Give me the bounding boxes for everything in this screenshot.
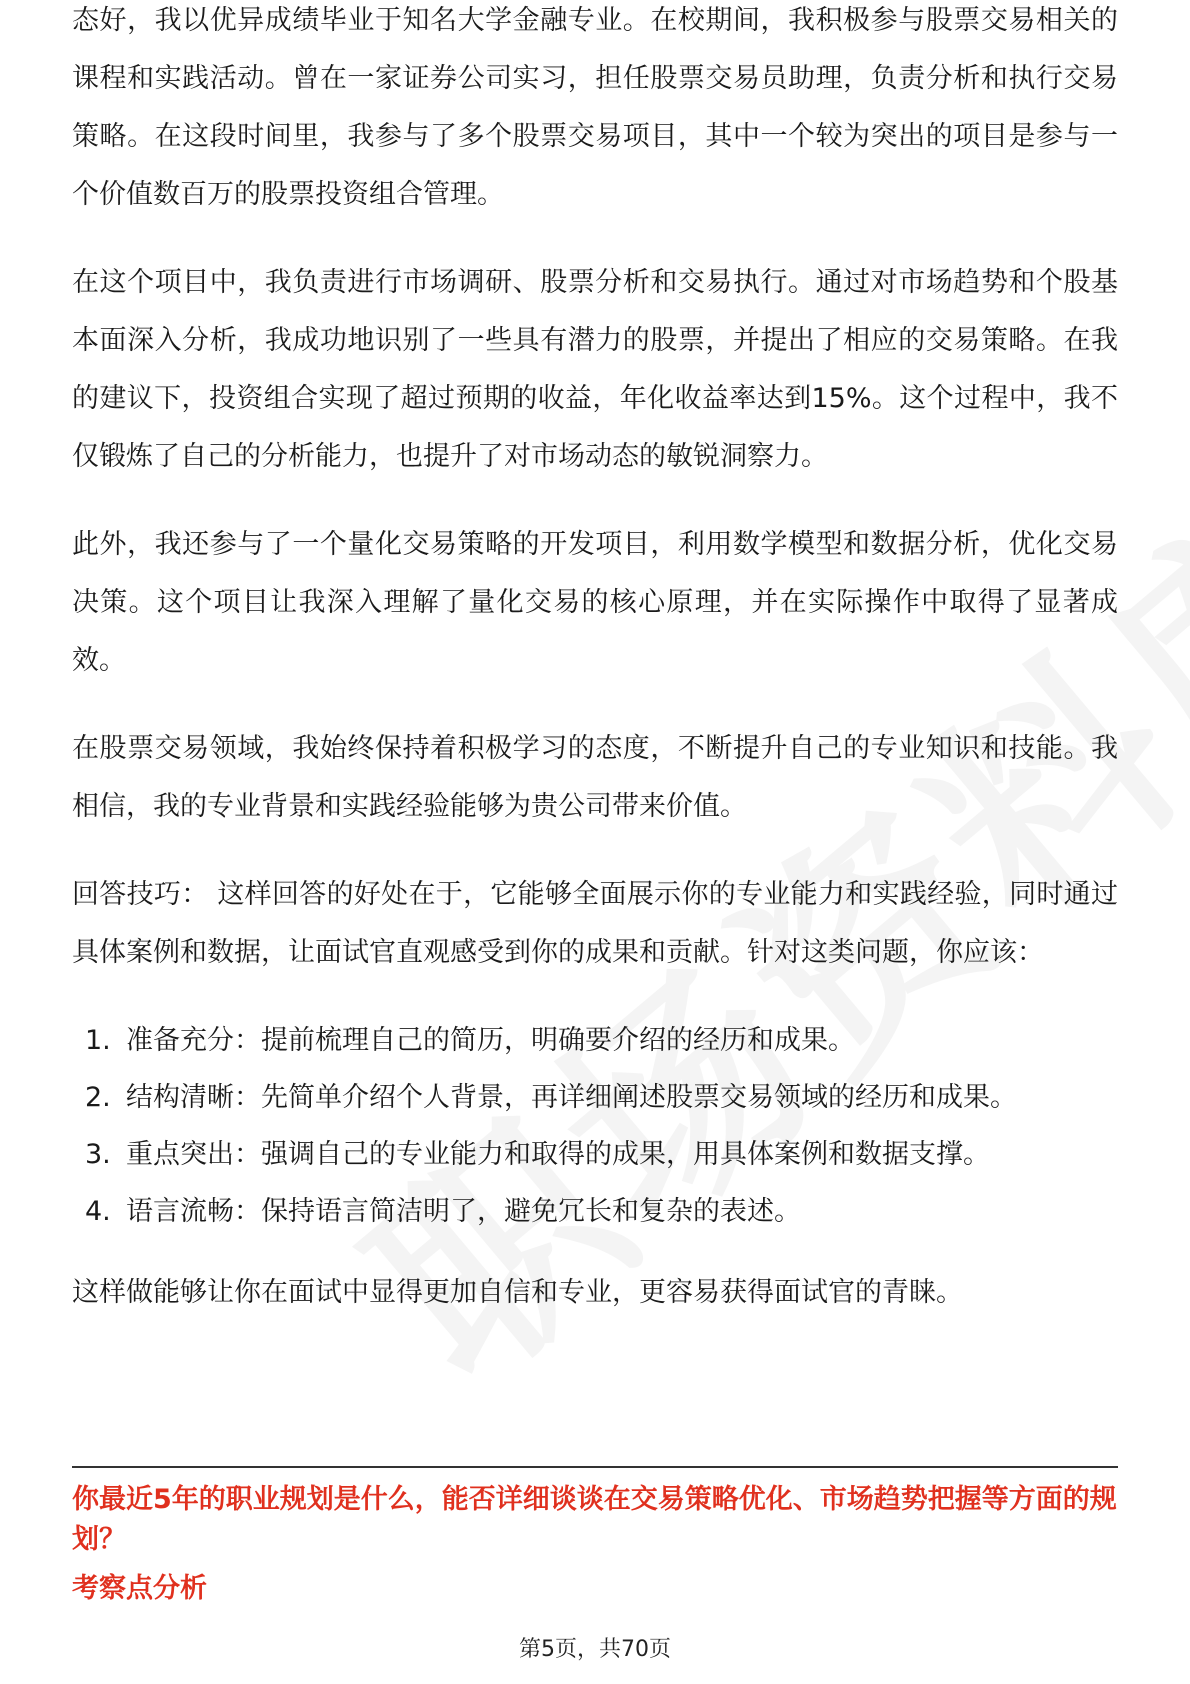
list-item-text: 结构清晰：先简单介绍个人背景，再详细阐述股票交易领域的经历和成果。 <box>126 1082 1017 1113</box>
paragraph-quant: 此外，我还参与了一个量化交易策略的开发项目，利用数学模型和数据分析，优化交易决策。这个项目让我深入理解了量化交易的核心原理，并在实际操作中取得了显著成效。 <box>72 529 1118 676</box>
page-number: 第5页，共70页 <box>519 1637 671 1662</box>
list-item-number: 3. <box>85 1139 111 1170</box>
paragraph-summary: 在股票交易领域，我始终保持着积极学习的态度，不断提升自己的专业知识和技能。我相信，我的专业背景和实践经验能够为贵公司带来价值。 <box>72 733 1118 822</box>
list-item-text: 语言流畅：保持语言简洁明了，避免冗长和复杂的表述。 <box>126 1196 801 1227</box>
list-item-number: 2. <box>85 1082 111 1113</box>
list-item <box>72 1012 1118 1069</box>
list-item <box>72 1126 1118 1183</box>
list-item <box>72 1069 1118 1126</box>
tips-list <box>72 1012 1118 1240</box>
answer-body <box>72 5 1118 1352</box>
paragraph-background: 态好，我以优异成绩毕业于知名大学金融专业。在校期间，我积极参与股票交易相关的课程和实践活动。曾在一家证券公司实习，担任股票交易员助理，负责分析和执行交易策略。在这段时间里，我参与了多个股票交易项目，其中一个较为突出的项目是参与一个价值数百万的股票投资组合管理。 <box>72 5 1118 210</box>
list-item-text: 准备充分：提前梳理自己的简历，明确要介绍的经历和成果。 <box>126 1025 855 1056</box>
list-item-number: 4. <box>85 1196 111 1227</box>
list-item-number: 1. <box>85 1025 111 1056</box>
section-divider <box>72 1466 1118 1468</box>
paragraph-closing: 这样做能够让你在面试中显得更加自信和专业，更容易获得面试官的青睐。 <box>72 1277 963 1308</box>
paragraph-tips-intro: 回答技巧： 这样回答的好处在于，它能够全面展示你的专业能力和实践经验，同时通过具体案例和数据，让面试官直观感受到你的成果和贡献。针对这类问题，你应该： <box>72 879 1118 968</box>
list-item-text: 重点突出：强调自己的专业能力和取得的成果，用具体案例和数据支撑。 <box>126 1139 990 1170</box>
question-heading: 你最近5年的职业规划是什么，能否详细谈谈在交易策略优化、市场趋势把握等方面的规划？ <box>72 1484 1117 1555</box>
section-title: 考察点分析 <box>72 1573 207 1604</box>
list-item <box>72 1183 1118 1240</box>
paragraph-project: 在这个项目中，我负责进行市场调研、股票分析和交易执行。通过对市场趋势和个股基本面深入分析，我成功地识别了一些具有潜力的股票，并提出了相应的交易策略。在我的建议下，投资组合实现了超过预期的收益，年化收益率达到15%。这个过程中，我不仅锻炼了自己的分析能力，也提升了对市场动态的敏锐洞察力。 <box>72 267 1118 472</box>
